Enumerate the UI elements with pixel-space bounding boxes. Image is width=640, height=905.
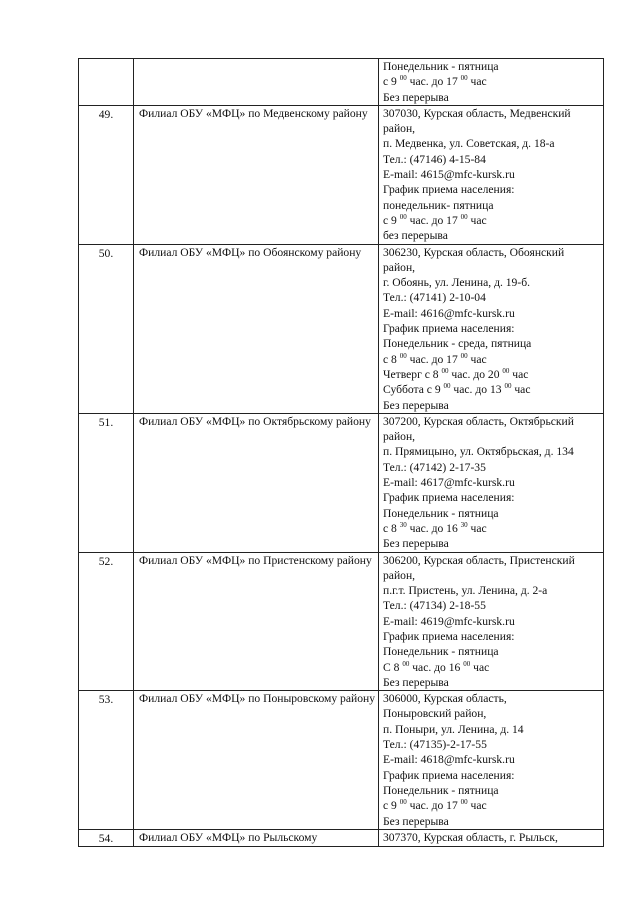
- contact-text: час. до 16: [409, 660, 464, 674]
- contact-line: [383, 737, 600, 752]
- contact-line: [383, 506, 600, 521]
- contact-line: [383, 536, 600, 551]
- row-number: 49.: [79, 105, 134, 244]
- contact-text: час: [467, 75, 487, 89]
- contact-line: [383, 691, 600, 706]
- contact-text: час. до 20: [448, 367, 503, 381]
- contact-line: [383, 783, 600, 798]
- contact-line: [383, 798, 600, 813]
- contact-text: п.г.т. Пристень, ул. Ленина, д. 2-а: [383, 584, 548, 598]
- contact-line: [383, 429, 600, 444]
- table-row: [79, 691, 604, 830]
- contact-text: Без перерыва: [383, 90, 449, 104]
- contact-text: Понедельник - среда, пятница: [383, 337, 532, 351]
- contact-text: График приема населения:: [383, 768, 515, 782]
- contact-text: График приема населения:: [383, 629, 515, 643]
- table-row: [79, 552, 604, 691]
- contact-line: [383, 583, 600, 598]
- contact-line: [383, 336, 600, 351]
- contact-text: с 9: [383, 75, 400, 89]
- contact-text: район,: [383, 260, 416, 274]
- contact-line: [383, 59, 600, 74]
- contact-text: п. Прямицыно, ул. Октябрьская, д. 134: [383, 445, 574, 459]
- contact-line: [383, 830, 600, 845]
- contact-line: [383, 444, 600, 459]
- contact-text: с 8: [383, 352, 400, 366]
- contact-text: с 9: [383, 799, 400, 813]
- contact-line: [383, 275, 600, 290]
- contact-line: [383, 306, 600, 321]
- contact-text: E-mail: 4618@mfc-kursk.ru: [383, 753, 515, 767]
- table-row: [79, 829, 604, 846]
- branch-name: Филиал ОБУ «МФЦ» по Пристенскому району: [134, 552, 379, 691]
- contact-text: Тел.: (47141) 2-10-04: [383, 291, 486, 305]
- contact-line: [383, 475, 600, 490]
- time-minutes-superscript: 00: [460, 74, 468, 83]
- time-minutes-superscript: 00: [441, 366, 449, 375]
- contact-line: [383, 136, 600, 151]
- time-minutes-superscript: 30: [460, 520, 468, 529]
- contact-line: [383, 382, 600, 397]
- contact-text: район,: [383, 430, 416, 444]
- contact-line: [383, 260, 600, 275]
- contact-text: Тел.: (47135)-2-17-55: [383, 738, 487, 752]
- contact-text: Понедельник - пятница: [383, 506, 499, 520]
- time-minutes-superscript: 00: [502, 366, 510, 375]
- contact-text: с 8: [383, 521, 400, 535]
- contact-text: п. Медвенка, ул. Советская, д. 18-а: [383, 137, 555, 151]
- contact-text: График приема населения:: [383, 183, 515, 197]
- time-minutes-superscript: 00: [460, 212, 468, 221]
- table-row: [79, 244, 604, 413]
- row-number: 51.: [79, 413, 134, 552]
- contact-line: [383, 568, 600, 583]
- branch-name: Филиал ОБУ «МФЦ» по Медвенскому району: [134, 105, 379, 244]
- table-row: [79, 413, 604, 552]
- contact-text: 306000, Курская область,: [383, 692, 507, 706]
- branch-name: Филиал ОБУ «МФЦ» по Рыльскому: [134, 829, 379, 846]
- contact-text: 306230, Курская область, Обоянский: [383, 245, 565, 259]
- contact-text: час: [509, 367, 529, 381]
- contact-line: [383, 352, 600, 367]
- contact-line: [383, 245, 600, 260]
- contact-line: [383, 706, 600, 721]
- contact-text: час: [467, 799, 487, 813]
- time-minutes-superscript: 00: [443, 382, 451, 391]
- contact-text: E-mail: 4615@mfc-kursk.ru: [383, 168, 515, 182]
- contact-line: [383, 90, 600, 105]
- branch-contacts: [379, 59, 604, 106]
- contact-text: час: [467, 213, 487, 227]
- contact-line: [383, 228, 600, 243]
- row-number: 52.: [79, 552, 134, 691]
- branch-contacts: [379, 105, 604, 244]
- time-minutes-superscript: 00: [460, 351, 468, 360]
- contact-line: [383, 182, 600, 197]
- time-minutes-superscript: 30: [399, 520, 407, 529]
- contact-line: [383, 106, 600, 121]
- contact-text: час. до 17: [406, 75, 461, 89]
- contact-text: E-mail: 4616@mfc-kursk.ru: [383, 306, 515, 320]
- contact-text: час. до 17: [406, 352, 461, 366]
- contact-text: Без перерыва: [383, 675, 449, 689]
- branch-contacts: [379, 552, 604, 691]
- contact-line: [383, 814, 600, 829]
- contact-line: [383, 614, 600, 629]
- contact-line: [383, 553, 600, 568]
- contact-text: Без перерыва: [383, 814, 449, 828]
- contact-text: район,: [383, 568, 416, 582]
- row-number: 50.: [79, 244, 134, 413]
- contact-text: Поныровский район,: [383, 707, 487, 721]
- contact-text: без перерыва: [383, 229, 448, 243]
- contact-text: Четверг с 8: [383, 367, 442, 381]
- contact-text: Без перерыва: [383, 398, 449, 412]
- contact-line: [383, 660, 600, 675]
- contact-text: Понедельник - пятница: [383, 60, 499, 73]
- branch-contacts: [379, 413, 604, 552]
- time-minutes-superscript: 00: [460, 798, 468, 807]
- time-minutes-superscript: 00: [399, 351, 407, 360]
- contact-text: час. до 13: [450, 383, 505, 397]
- contact-line: [383, 490, 600, 505]
- branch-contacts: [379, 691, 604, 830]
- contact-text: 307370, Курская область, г. Рыльск,: [383, 830, 558, 844]
- contact-line: [383, 752, 600, 767]
- contact-text: час: [467, 352, 487, 366]
- contact-text: С 8: [383, 660, 403, 674]
- time-minutes-superscript: 00: [402, 659, 410, 668]
- contact-line: [383, 367, 600, 382]
- time-minutes-superscript: 00: [399, 798, 407, 807]
- row-number: 53.: [79, 691, 134, 830]
- contact-text: Тел.: (47146) 4-15-84: [383, 152, 486, 166]
- contact-line: [383, 167, 600, 182]
- time-minutes-superscript: 00: [463, 659, 471, 668]
- table-row: [79, 105, 604, 244]
- contact-text: район,: [383, 122, 416, 136]
- contact-text: час. до 17: [406, 213, 461, 227]
- row-number: [79, 59, 134, 106]
- contact-text: час. до 17: [406, 799, 461, 813]
- contact-text: 306200, Курская область, Пристенский: [383, 553, 575, 567]
- contact-text: с 9: [383, 213, 400, 227]
- branch-name: Филиал ОБУ «МФЦ» по Обоянскому району: [134, 244, 379, 413]
- contact-line: [383, 644, 600, 659]
- contact-line: [383, 290, 600, 305]
- branch-name: Филиал ОБУ «МФЦ» по Октябрьскому району: [134, 413, 379, 552]
- table-row: [79, 59, 604, 106]
- contact-text: час: [467, 521, 487, 535]
- contact-text: час: [511, 383, 531, 397]
- time-minutes-superscript: 00: [504, 382, 512, 391]
- contact-text: E-mail: 4617@mfc-kursk.ru: [383, 476, 515, 490]
- contact-text: г. Обоянь, ул. Ленина, д. 19-б.: [383, 276, 531, 290]
- contact-text: час. до 16: [406, 521, 461, 535]
- contact-text: Без перерыва: [383, 537, 449, 551]
- contact-text: 307030, Курская область, Медвенский: [383, 106, 571, 120]
- contact-text: График приема населения:: [383, 491, 515, 505]
- contact-text: 307200, Курская область, Октябрьский: [383, 414, 574, 428]
- mfc-branches-table: [78, 58, 604, 847]
- contact-line: [383, 198, 600, 213]
- contact-text: Тел.: (47134) 2-18-55: [383, 599, 486, 613]
- contact-line: [383, 460, 600, 475]
- contact-line: [383, 213, 600, 228]
- contact-text: п. Поныри, ул. Ленина, д. 14: [383, 722, 524, 736]
- contact-line: [383, 768, 600, 783]
- contact-line: [383, 398, 600, 413]
- contact-line: [383, 722, 600, 737]
- contact-text: Суббота с 9: [383, 383, 444, 397]
- contact-text: Тел.: (47142) 2-17-35: [383, 460, 486, 474]
- contact-line: [383, 74, 600, 89]
- contact-line: [383, 414, 600, 429]
- contact-line: [383, 675, 600, 690]
- time-minutes-superscript: 00: [399, 212, 407, 221]
- table-body: [79, 59, 604, 847]
- branch-contacts: [379, 829, 604, 846]
- contact-line: [383, 629, 600, 644]
- contact-text: E-mail: 4619@mfc-kursk.ru: [383, 614, 515, 628]
- row-number: 54.: [79, 829, 134, 846]
- branch-contacts: [379, 244, 604, 413]
- contact-line: [383, 121, 600, 136]
- contact-text: График приема населения:: [383, 322, 515, 336]
- contact-line: [383, 521, 600, 536]
- contact-text: час: [470, 660, 490, 674]
- contact-line: [383, 321, 600, 336]
- contact-line: [383, 598, 600, 613]
- contact-text: понедельник- пятница: [383, 198, 494, 212]
- branch-name: [134, 59, 379, 106]
- contact-line: [383, 152, 600, 167]
- time-minutes-superscript: 00: [399, 74, 407, 83]
- contact-text: Понедельник - пятница: [383, 645, 499, 659]
- branch-name: Филиал ОБУ «МФЦ» по Поныровскому району: [134, 691, 379, 830]
- contact-text: Понедельник - пятница: [383, 783, 499, 797]
